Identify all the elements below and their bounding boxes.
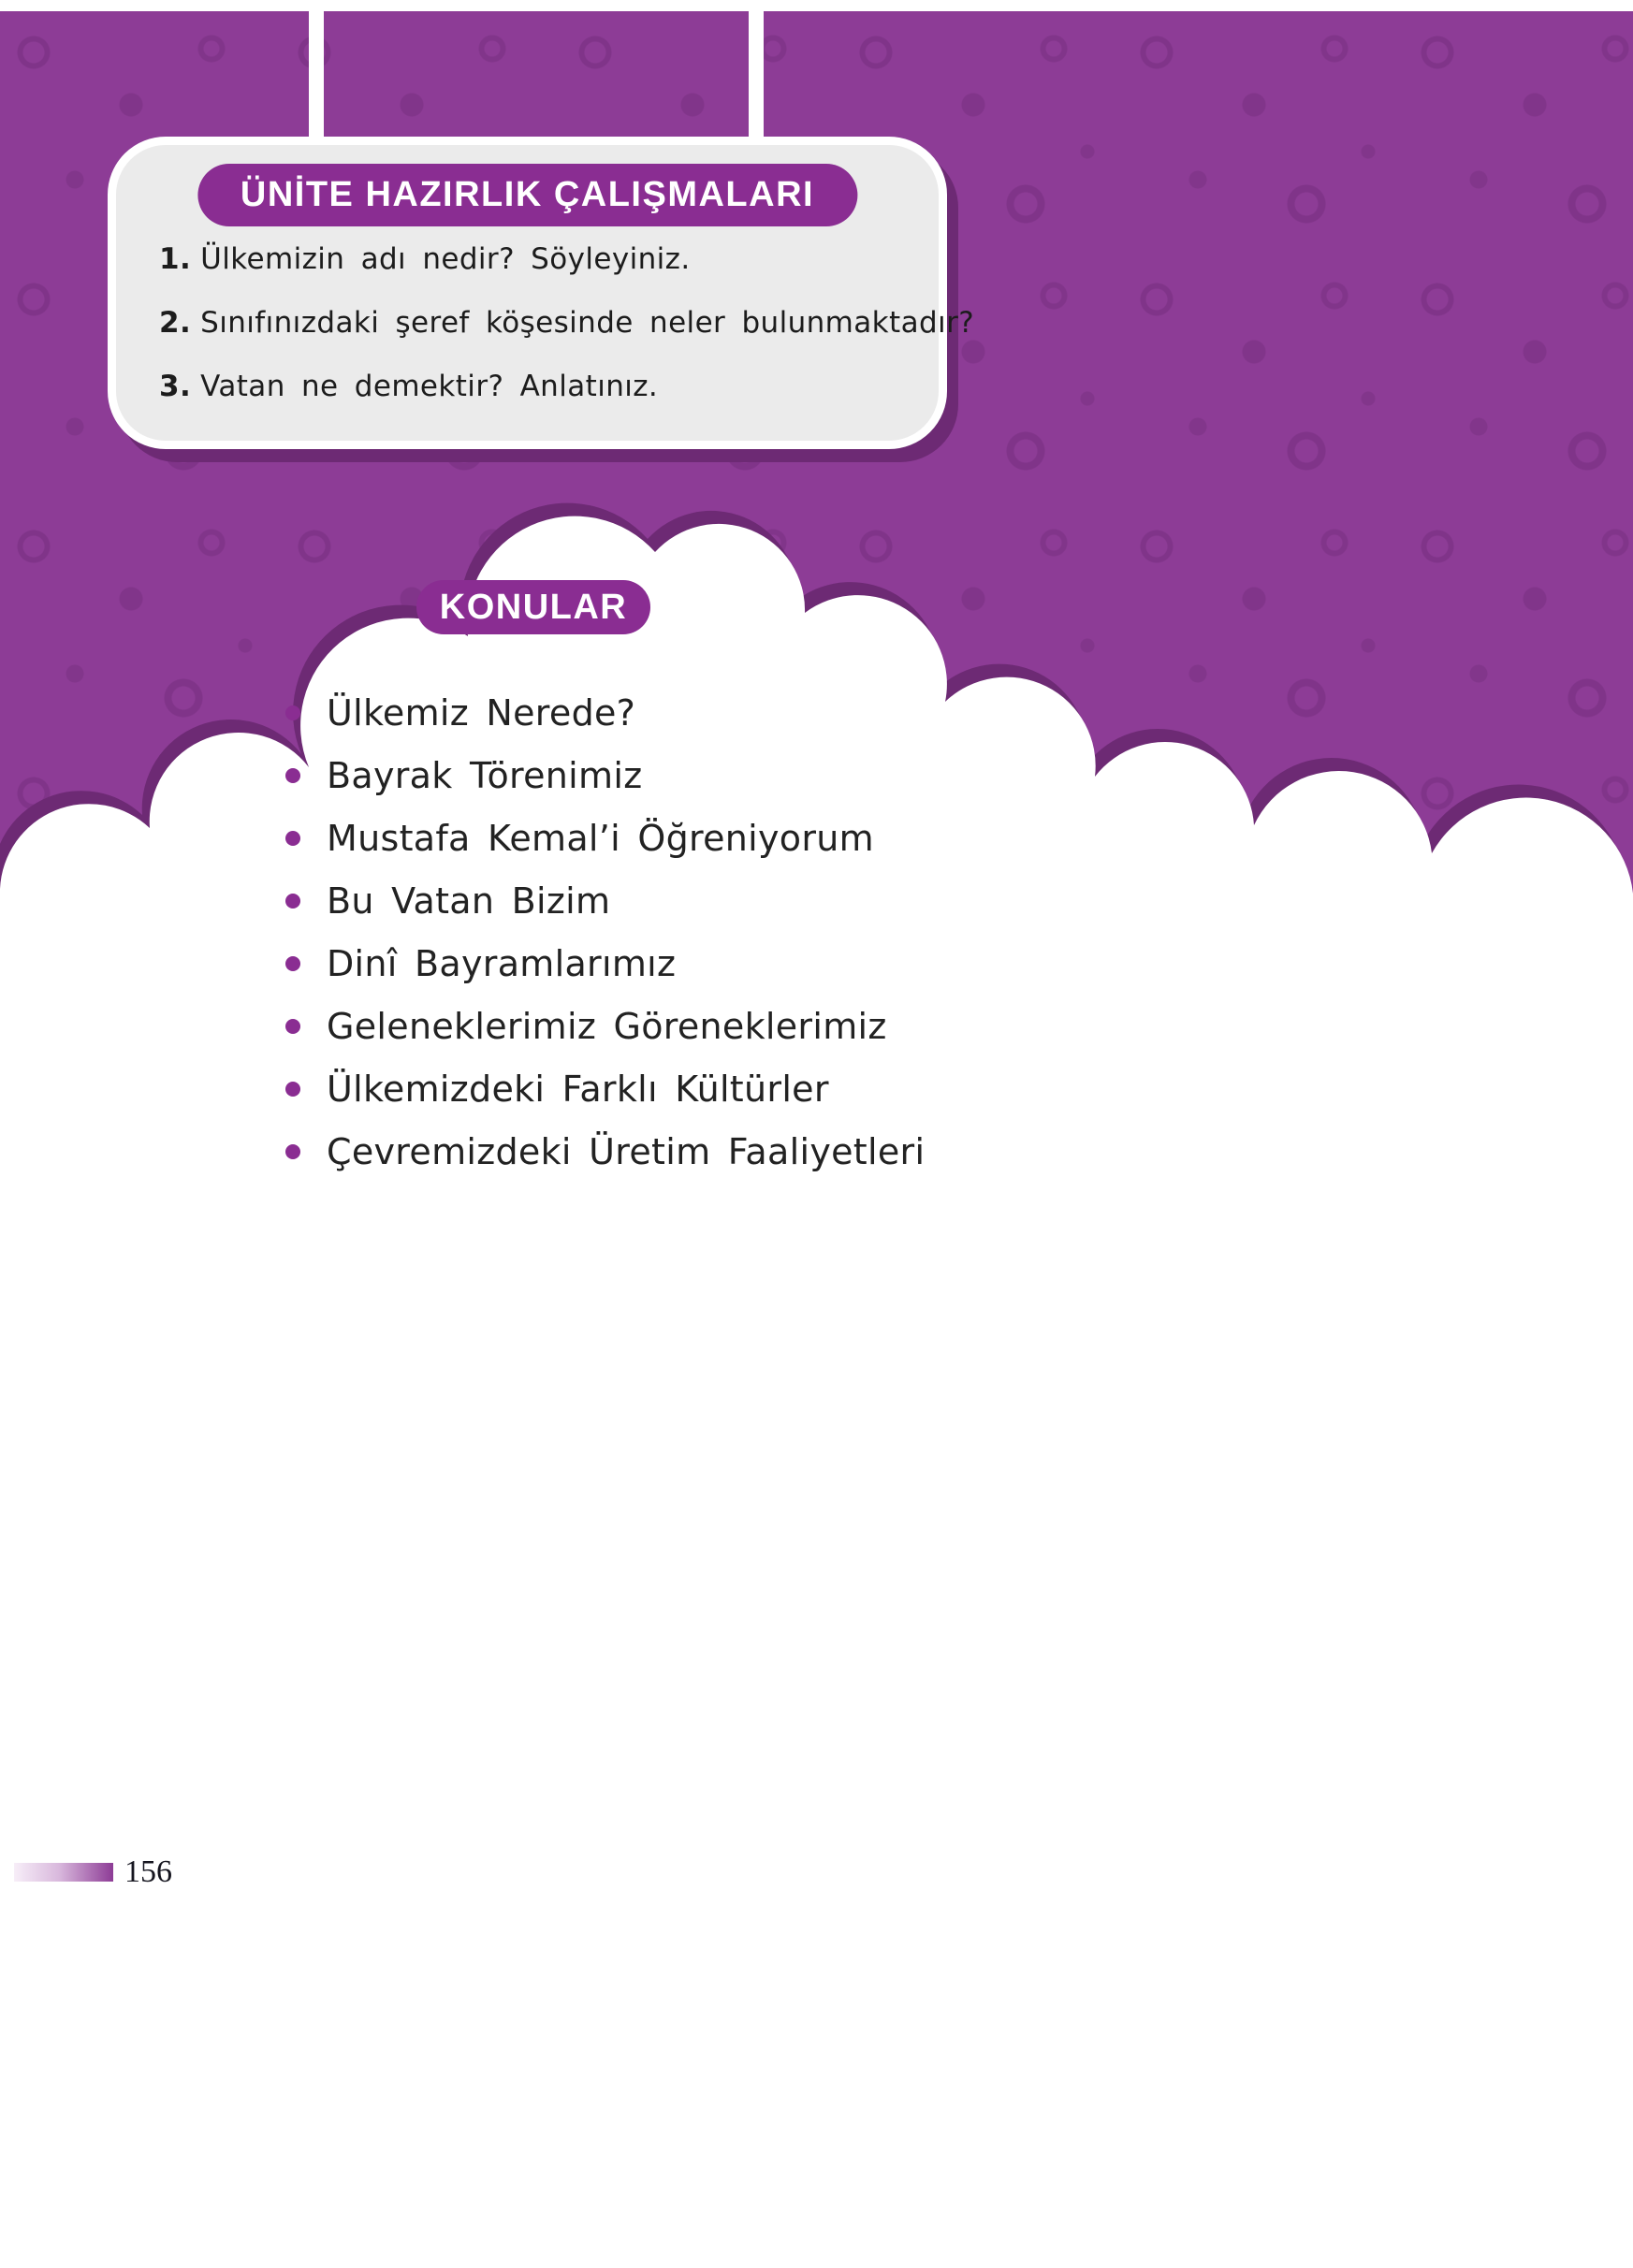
question-text: Ülkemizin adı nedir? Söyleyiniz. [200, 242, 691, 276]
bullet-dot-icon [285, 1144, 300, 1159]
topic-text: Ülkemizdeki Farklı Kültürler [327, 1068, 829, 1110]
topic-text: Mustafa Kemal’i Öğreniyorum [327, 817, 874, 859]
unit-prep-title-badge: ÜNİTE HAZIRLIK ÇALIŞMALARI [197, 164, 857, 226]
list-item [285, 1120, 925, 1183]
prep-question-list [159, 242, 975, 403]
topic-text: Çevremizdeki Üretim Faaliyetleri [327, 1130, 926, 1172]
topic-text: Bu Vatan Bizim [327, 880, 611, 922]
unit-prep-card [108, 137, 975, 449]
bullet-dot-icon [285, 1082, 300, 1097]
page-footer [14, 1854, 172, 1890]
list-item [285, 681, 925, 744]
topic-text: Geleneklerimiz Göreneklerimiz [327, 1005, 887, 1047]
page-number: 156 [124, 1854, 172, 1889]
bullet-dot-icon [285, 831, 300, 846]
list-item [285, 932, 925, 995]
topic-list [285, 681, 925, 1183]
question-number: 2. [159, 306, 192, 340]
footer-gradient-bar [14, 1863, 113, 1882]
bullet-dot-icon [285, 768, 300, 783]
question-number: 1. [159, 242, 192, 276]
bullet-dot-icon [285, 1019, 300, 1034]
list-item [285, 1057, 925, 1120]
topic-text: Dinî Bayramlarımız [327, 942, 677, 984]
question-item [159, 242, 929, 276]
topic-text: Bayrak Törenimiz [327, 754, 643, 796]
list-item [285, 995, 925, 1057]
bullet-dot-icon [285, 956, 300, 971]
topics-title-badge: KONULAR [416, 580, 650, 634]
hanger-strap-left [309, 9, 324, 142]
bullet-dot-icon [285, 894, 300, 909]
bullet-dot-icon [285, 705, 300, 720]
list-item [285, 807, 925, 869]
question-text: Sınıfınızdaki şeref köşesinde neler bulunmaktadır? [200, 306, 975, 340]
topic-text: Ülkemiz Nerede? [327, 691, 636, 734]
question-number: 3. [159, 370, 192, 403]
list-item [285, 744, 925, 807]
question-item [159, 306, 975, 340]
list-item [285, 869, 925, 932]
question-text: Vatan ne demektir? Anlatınız. [200, 370, 659, 403]
hanger-strap-right [749, 9, 764, 142]
question-item [159, 370, 929, 403]
